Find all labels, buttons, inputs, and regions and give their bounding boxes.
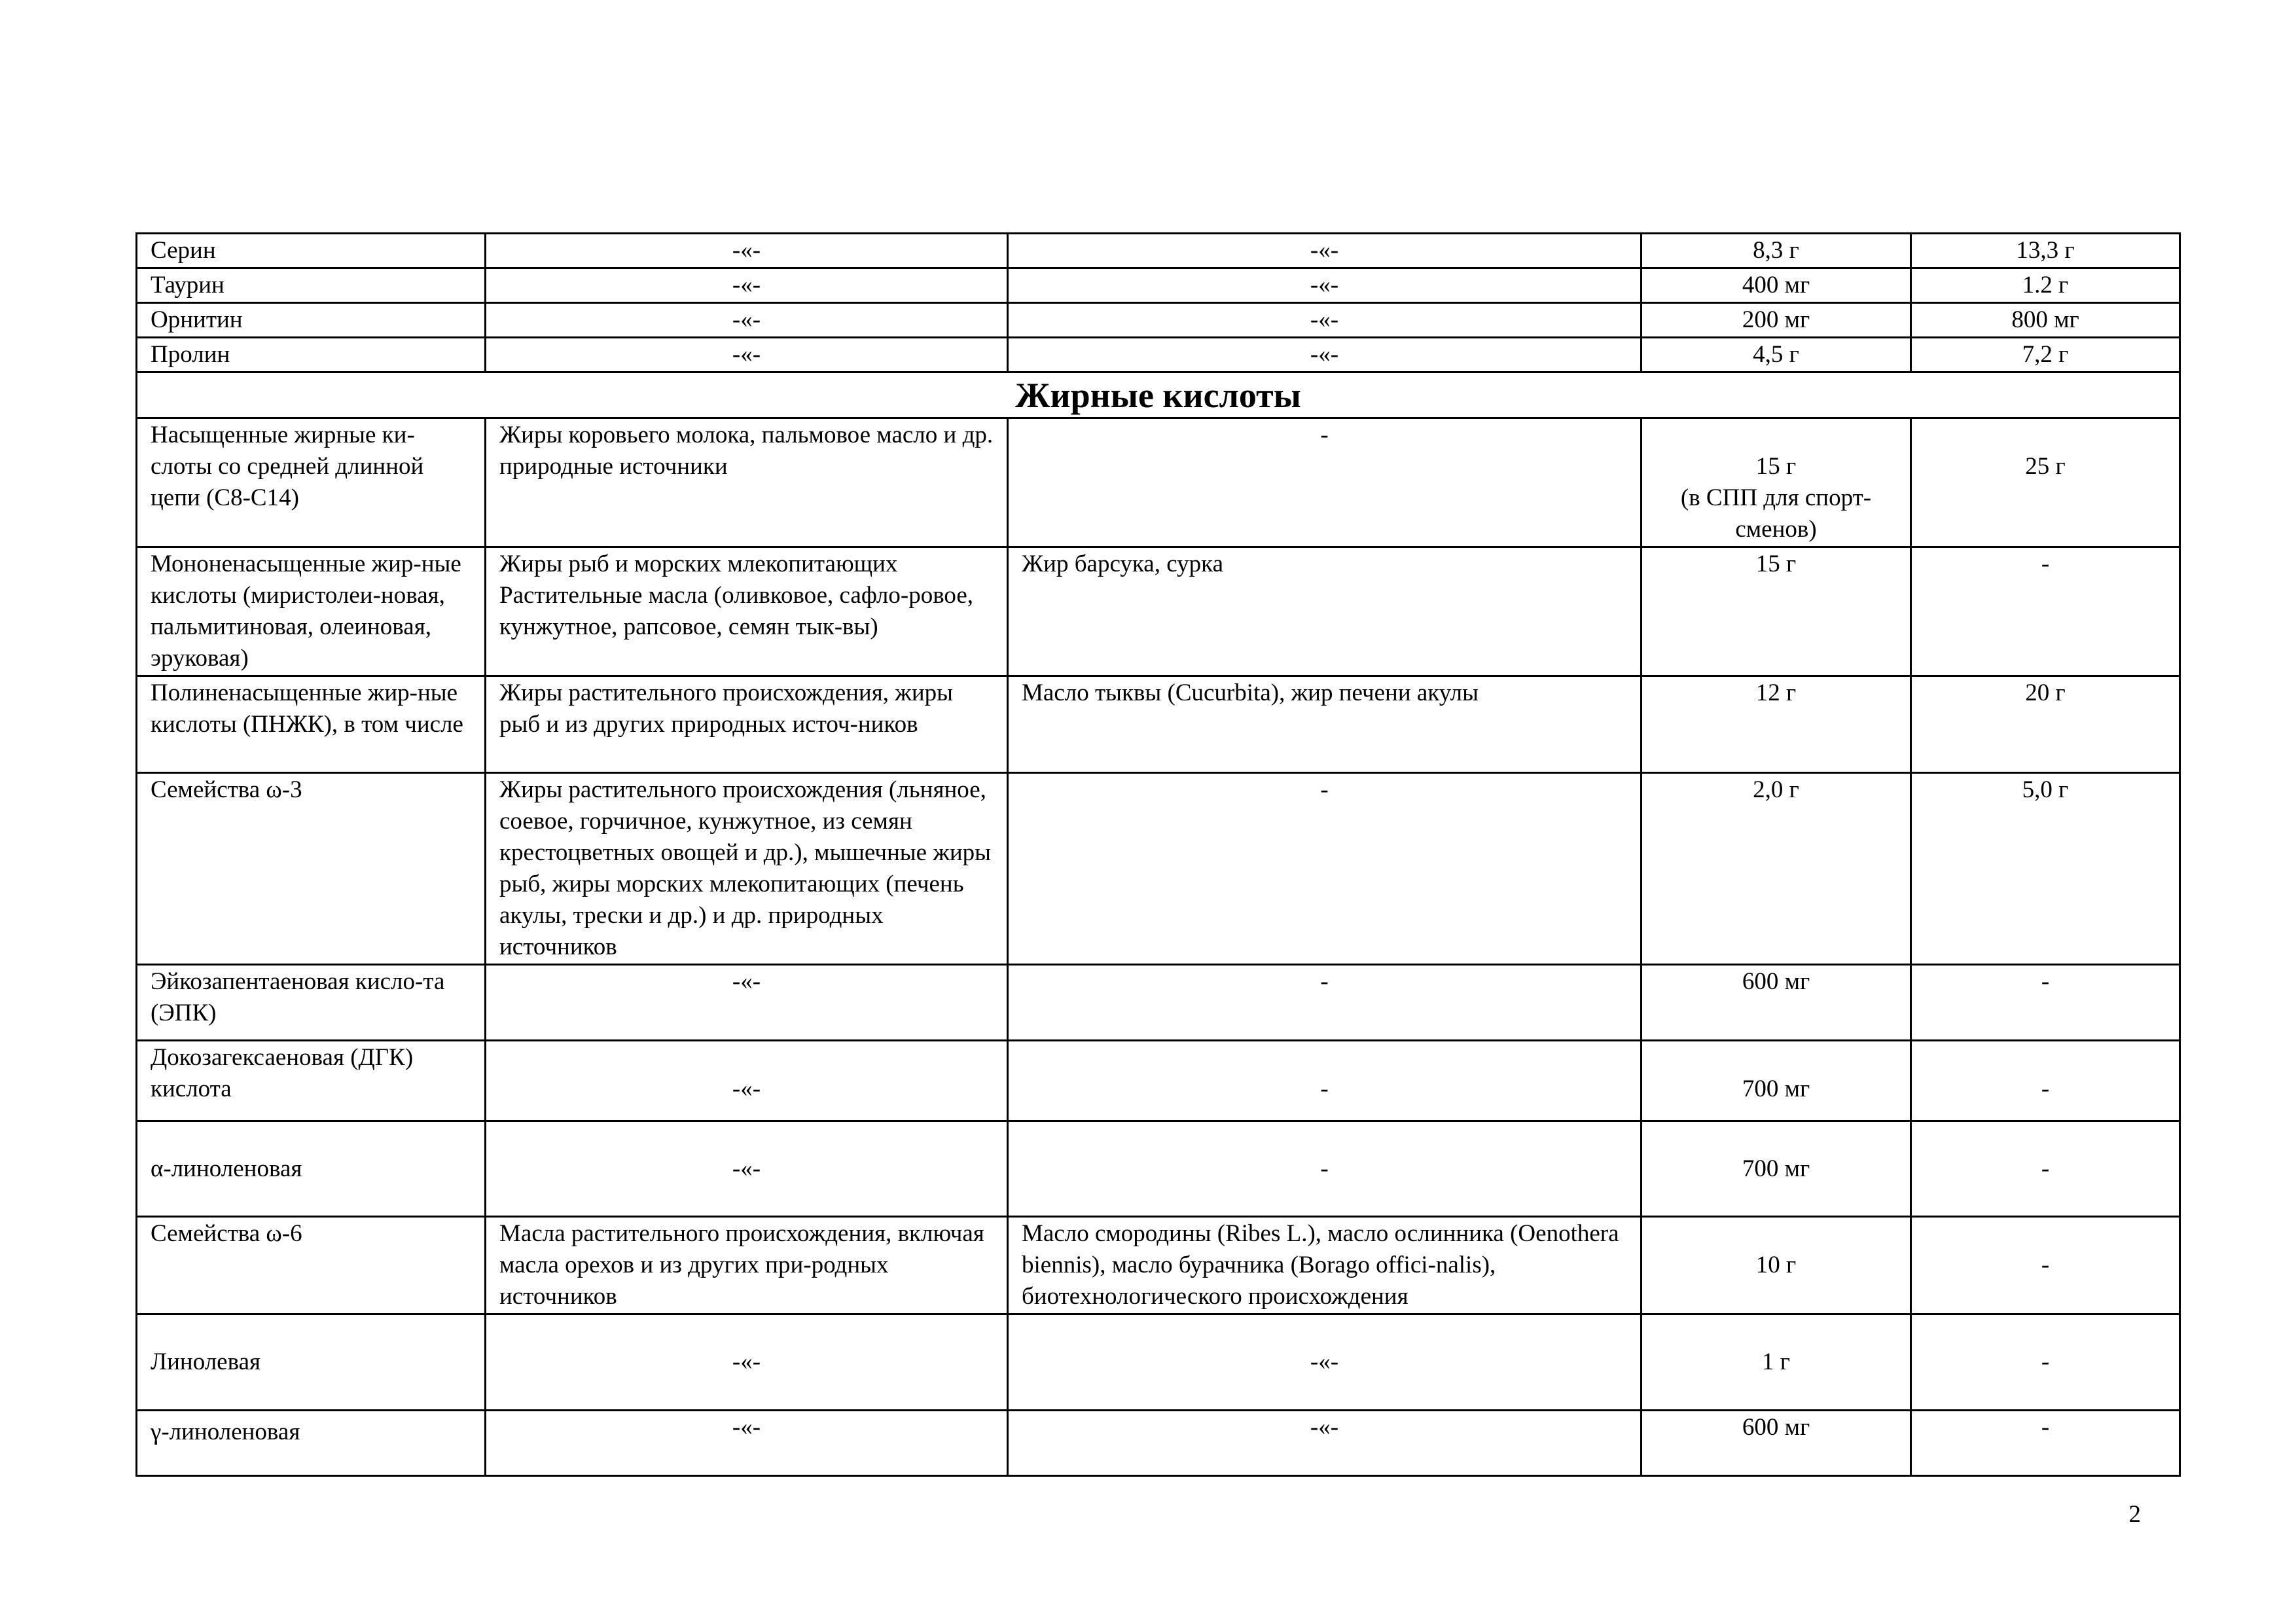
- source-cell: Жиры растительного происхождения, жиры рыб и из других природных источ-ников: [486, 676, 1008, 773]
- source-cell: Масла растительного происхождения, включая масла орехов и из других при-родных источников: [486, 1217, 1008, 1314]
- extra-source-cell: -: [1008, 1121, 1641, 1217]
- source-cell: -«-: [486, 1041, 1008, 1121]
- adequate-level-cell: 600 мг: [1641, 965, 1911, 1041]
- adequate-level-cell: 400 мг: [1641, 268, 1911, 303]
- extra-source-cell: Масло тыквы (Cucurbita), жир печени акулы: [1008, 676, 1641, 773]
- source-cell: -«-: [486, 303, 1008, 338]
- adequate-level-cell: 200 мг: [1641, 303, 1911, 338]
- extra-source-cell: -«-: [1008, 338, 1641, 372]
- source-cell: -«-: [486, 1314, 1008, 1411]
- upper-level-cell: -: [1911, 965, 2180, 1041]
- adequate-level-cell: 1 г: [1641, 1314, 1911, 1411]
- nutrient-name: Мононенасыщенные жир-ные кислоты (миристолеи-новая, пальмитиновая, олеиновая, эруковая): [137, 547, 486, 676]
- adequate-level-cell: 700 мг: [1641, 1041, 1911, 1121]
- nutrient-name: Семейства ω-3: [137, 773, 486, 965]
- source-cell: -«-: [486, 268, 1008, 303]
- upper-level-cell: 5,0 г: [1911, 773, 2180, 965]
- adequate-level-cell: 10 г: [1641, 1217, 1911, 1314]
- nutrient-name: Серин: [137, 234, 486, 268]
- source-cell: Жиры растительного происхождения (льняное, соевое, горчичное, кунжутное, из семян крестоцветных овощей и др.), мышечные жиры рыб, жиры морских млекопитающих (печень акулы, трески и др.) и др. природных источников: [486, 773, 1008, 965]
- upper-level-cell: 20 г: [1911, 676, 2180, 773]
- upper-level-cell: -: [1911, 1217, 2180, 1314]
- nutrient-name: Насыщенные жирные ки-слоты со средней длинной цепи (С8-С14): [137, 418, 486, 547]
- upper-level-cell: -: [1911, 1314, 2180, 1411]
- adequate-level-cell: 600 мг: [1641, 1411, 1911, 1476]
- adequate-level-cell: 4,5 г: [1641, 338, 1911, 372]
- adequate-level-cell: 12 г: [1641, 676, 1911, 773]
- extra-source-cell: -«-: [1008, 234, 1641, 268]
- adequate-level-cell: 2,0 г: [1641, 773, 1911, 965]
- table-row: [137, 965, 2180, 1041]
- table-row: [137, 1217, 2180, 1314]
- nutrient-name: Эйкозапентаеновая кисло-та (ЭПК): [137, 965, 486, 1041]
- table-row: [137, 773, 2180, 965]
- extra-source-cell: -: [1008, 1041, 1641, 1121]
- nutrient-name: Семейства ω-6: [137, 1217, 486, 1314]
- upper-level-cell: -: [1911, 547, 2180, 676]
- source-cell: -«-: [486, 965, 1008, 1041]
- table-row: [137, 1411, 2180, 1476]
- section-row: [137, 372, 2180, 418]
- adequate-level-cell: [1641, 418, 1911, 547]
- nutrient-name: Линолевая: [137, 1314, 486, 1411]
- extra-source-cell: -«-: [1008, 1411, 1641, 1476]
- source-cell: -«-: [486, 234, 1008, 268]
- source-cell: Жиры коровьего молока, пальмовое масло и др. природные источники: [486, 418, 1008, 547]
- nutrient-name: Докозагексаеновая (ДГК) кислота: [137, 1041, 486, 1121]
- table-row: [137, 418, 2180, 547]
- adequate-level-cell: 8,3 г: [1641, 234, 1911, 268]
- upper-level-cell: 7,2 г: [1911, 338, 2180, 372]
- extra-source-cell: -: [1008, 418, 1641, 547]
- adequate-level-cell: 15 г: [1641, 547, 1911, 676]
- table-row: [137, 338, 2180, 372]
- upper-level-cell: -: [1911, 1121, 2180, 1217]
- table-row: [137, 547, 2180, 676]
- source-cell: Жиры рыб и морских млекопитающих Растительные масла (оливковое, сафло-ровое, кунжутное, рапсовое, семян тык-вы): [486, 547, 1008, 676]
- table-row: [137, 234, 2180, 268]
- upper-level-cell: 800 мг: [1911, 303, 2180, 338]
- extra-source-cell: -«-: [1008, 268, 1641, 303]
- upper-level-cell: 1.2 г: [1911, 268, 2180, 303]
- nutrient-name: Таурин: [137, 268, 486, 303]
- upper-level-cell: 13,3 г: [1911, 234, 2180, 268]
- upper-level-cell: -: [1911, 1411, 2180, 1476]
- source-cell: -«-: [486, 1411, 1008, 1476]
- nutrient-name: Орнитин: [137, 303, 486, 338]
- extra-source-cell: -: [1008, 773, 1641, 965]
- extra-source-cell: -«-: [1008, 303, 1641, 338]
- adequate-level-note: (в СПП для спорт-сменов): [1680, 484, 1872, 543]
- adequate-level-cell: 700 мг: [1641, 1121, 1911, 1217]
- nutrient-name: α-линоленовая: [137, 1121, 486, 1217]
- extra-source-cell: Масло смородины (Ribes L.), масло ослинника (Oenothera biennis), масло бурачника (Borago offici-nalis), биотехнологического происхождения: [1008, 1217, 1641, 1314]
- nutrient-name: Пролин: [137, 338, 486, 372]
- table-row: [137, 676, 2180, 773]
- page-number: 2: [2128, 1501, 2141, 1528]
- table-row: [137, 1041, 2180, 1121]
- section-title: Жирные кислоты: [137, 372, 2180, 418]
- nutrients-table: [135, 232, 2181, 1477]
- source-cell: -«-: [486, 338, 1008, 372]
- nutrient-name: Полиненасыщенные жир-ные кислоты (ПНЖК), в том числе: [137, 676, 486, 773]
- table-row: [137, 268, 2180, 303]
- table-row: [137, 1314, 2180, 1411]
- table-row: [137, 303, 2180, 338]
- source-cell: -«-: [486, 1121, 1008, 1217]
- adequate-level-value: 15 г: [1755, 453, 1797, 480]
- table-row: [137, 1121, 2180, 1217]
- nutrient-name: γ-линоленовая: [137, 1411, 486, 1476]
- extra-source-cell: Жир барсука, сурка: [1008, 547, 1641, 676]
- extra-source-cell: -«-: [1008, 1314, 1641, 1411]
- extra-source-cell: -: [1008, 965, 1641, 1041]
- upper-level-cell: 25 г: [1911, 418, 2180, 547]
- upper-level-cell: -: [1911, 1041, 2180, 1121]
